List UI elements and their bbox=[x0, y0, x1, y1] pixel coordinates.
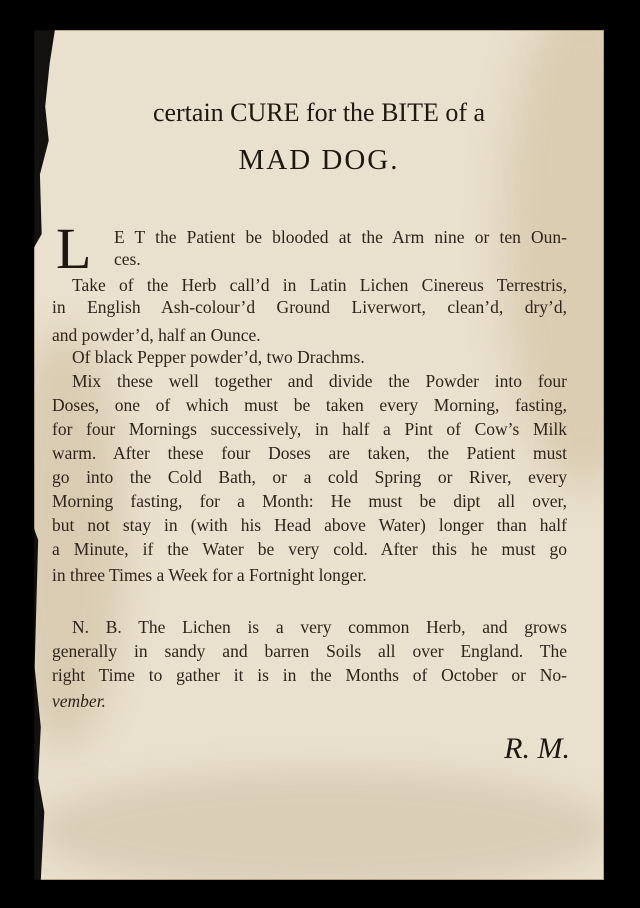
text-line: and powder’d, half an Ounce. bbox=[52, 325, 261, 345]
text-line: Doses, one of which must be taken every Morning, fasting, bbox=[52, 395, 567, 415]
title-line-2: MAD DOG. bbox=[238, 144, 400, 176]
text-line: Morning fasting, for a Month: He must be dipt all over, bbox=[52, 491, 567, 511]
text-line: generally in sandy and barren Soils all over England. The bbox=[52, 641, 567, 661]
text-line: in three Times a Week for a Fortnight longer. bbox=[52, 565, 367, 585]
text-line: Mix these well together and divide the Powder into four bbox=[72, 371, 567, 391]
aged-paper-sheet bbox=[34, 30, 604, 880]
text-line: for four Mornings successively, in half a Pint of Cow’s Milk bbox=[52, 419, 567, 439]
text-line: ces. bbox=[114, 249, 141, 269]
text-line: in English Ash-colour’d Ground Liverwort, clean’d, dry’d, bbox=[52, 297, 567, 317]
text-line: a Minute, if the Water be very cold. After this he must go bbox=[52, 539, 567, 559]
text-line: right Time to gather it is in the Months of October or No- bbox=[52, 665, 567, 685]
title-line-1: certain CURE for the BITE of a bbox=[152, 98, 486, 127]
text-line: Take of the Herb call’d in Latin Lichen Cinereus Terrestris, bbox=[72, 275, 567, 295]
document-text bbox=[34, 30, 604, 880]
signature: R. M. bbox=[504, 732, 570, 765]
text-line: go into the Cold Bath, or a cold Spring or River, every bbox=[52, 467, 567, 487]
text-line: but not stay in (with his Head above Water) longer than half bbox=[52, 515, 567, 535]
text-line: Of black Pepper powder’d, two Drachms. bbox=[72, 347, 365, 367]
text-line: N. B. The Lichen is a very common Herb, and grows bbox=[72, 617, 567, 637]
text-line: warm. After these four Doses are taken, the Patient must bbox=[52, 443, 567, 463]
text-line: E T the Patient be blooded at the Arm nine or ten Oun- bbox=[114, 227, 567, 247]
drop-cap: L bbox=[56, 216, 92, 281]
text-line: vember. bbox=[52, 691, 106, 711]
